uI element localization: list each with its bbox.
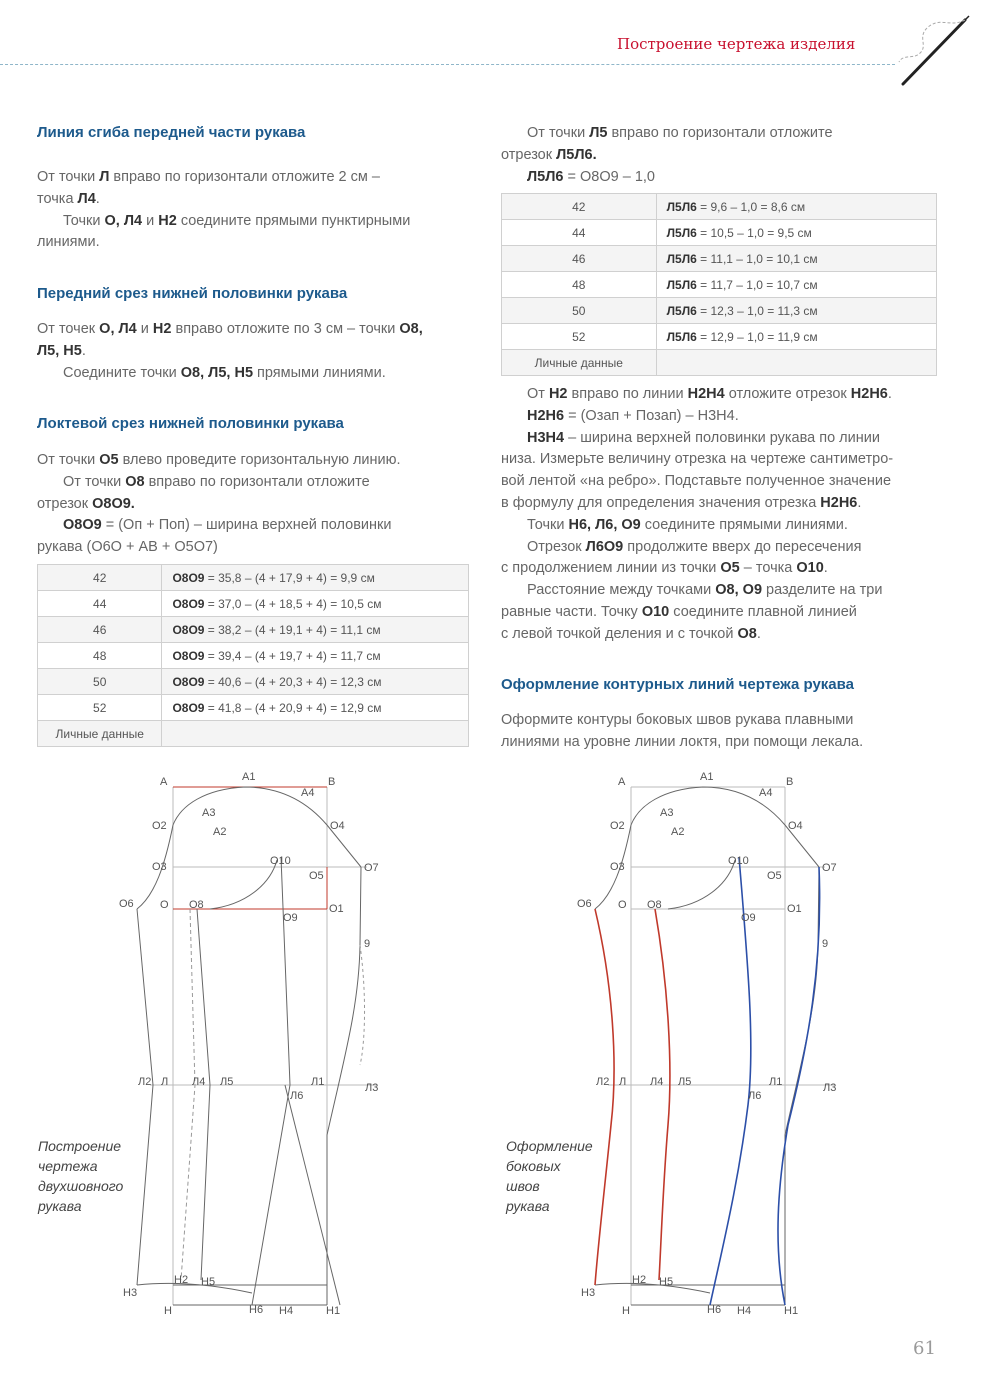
point-label-O9: О9 [741, 912, 756, 924]
size-cell: 46 [502, 246, 657, 272]
paragraph-h2h6: От Н2 вправо по линии Н2Н4 отложите отрезок Н2Н6. Н2Н6 = (Озап + Позап) – Н3Н4. Н3Н4 – ширина верхней половинки рукава по линии низа. Измерьте величину отрезка на чертеже сантиметро- вой лентой «на ребро». Подставьте полученное значение в формулу для определения значения отрезка Н2Н6. Точки Н6, Л6, О9 соедините прямыми линиями. Отрезок Л6О9 продолжите вверх до пересечения с продолжением линии из точки О5 – точка О10. Расстояние между точками О8, О9 разделите на три равные части. Точку О10 соедините плавной линией с левой точкой деления и с точкой О8. [501, 386, 894, 642]
point-label-O7: О7 [364, 862, 379, 874]
point-label-O4: О4 [788, 820, 803, 832]
point-label-H6: Н6 [249, 1304, 264, 1316]
personal-data-input[interactable] [162, 721, 469, 747]
diagram-construction [115, 765, 385, 1325]
point-label-L4: Л4 [650, 1076, 664, 1088]
section-title-front-cut: Передний срез нижней половинки рукава [37, 285, 348, 302]
table-row [38, 669, 469, 695]
table-row [38, 565, 469, 591]
point-label-H2: Н2 [632, 1274, 647, 1286]
diagram-seams [573, 765, 843, 1325]
point-label-L: Л [161, 1076, 169, 1088]
caption-line: швов [506, 1178, 540, 1194]
point-label-O5: О5 [309, 870, 324, 882]
point-label-O: О [160, 899, 169, 911]
table-row-personal [38, 721, 469, 747]
caption-line: двухшовного [38, 1178, 124, 1194]
point-label-L3: Л3 [823, 1082, 837, 1094]
needle-icon [895, 14, 975, 86]
personal-data-label: Личные данные [502, 350, 657, 376]
point-label-A: А [160, 776, 168, 788]
point-label-O10: О10 [270, 855, 291, 867]
point-label-H3: Н3 [123, 1287, 138, 1299]
point-label-B: В [328, 776, 336, 788]
point-label-A3: А3 [660, 807, 674, 819]
paragraph-elbow-cut: От точки О5 влево проведите горизонтальную линию. От точки О8 вправо по горизонтали отложите отрезок О8О9. О8О9 = (Оп + Поп) – ширина верхней половинки рукава (О6О + АВ + О5О7) [37, 452, 401, 556]
formula-cell: О8О9 = 39,4 – (4 + 19,7 + 4) = 11,7 см [162, 643, 469, 669]
point-label-H1: Н1 [784, 1305, 799, 1317]
formula-cell: Л5Л6 = 12,3 – 1,0 = 11,3 см [656, 298, 936, 324]
point-label-L6: Л6 [748, 1090, 762, 1102]
point-label-O: О [618, 899, 627, 911]
point-label-H5: Н5 [659, 1276, 674, 1288]
point-label-L1: Л1 [769, 1076, 783, 1088]
formula-cell: О8О9 = 37,0 – (4 + 18,5 + 4) = 10,5 см [162, 591, 469, 617]
paragraph-fold-line-1: От точки Л вправо по горизонтали отложите 2 см – точка Л4. Точки О, Л4 и Н2 соедините прямыми пунктирными линиями. [37, 169, 411, 251]
size-cell: 48 [502, 272, 657, 298]
seam-elbow-upper [778, 867, 820, 1305]
table-row [38, 617, 469, 643]
section-title-fold-line: Линия сгиба передней части рукава [37, 124, 306, 141]
point-label-n9: 9 [822, 938, 829, 950]
point-label-O7: О7 [822, 862, 837, 874]
point-label-A3: А3 [202, 807, 216, 819]
size-cell: 52 [502, 324, 657, 350]
table-row [38, 695, 469, 721]
point-label-L2: Л2 [596, 1076, 610, 1088]
point-label-L6: Л6 [290, 1090, 304, 1102]
point-label-H3: Н3 [581, 1287, 596, 1299]
point-label-H: Н [622, 1305, 630, 1317]
point-label-O1: О1 [787, 903, 802, 915]
header-rule [0, 64, 895, 65]
paragraph-front-cut: От точек О, Л4 и Н2 вправо отложите по 3 см – точки О8, Л5, Н5. Соедините точки О8, Л5, Н5 прямыми линиями. [37, 321, 423, 381]
point-label-L3: Л3 [365, 1082, 379, 1094]
page-header-title: Построение чертежа изделия [617, 35, 856, 53]
seam-elbow-lower [710, 857, 751, 1305]
seam-front-upper [595, 909, 614, 1285]
table-row [502, 272, 937, 298]
table-row [38, 591, 469, 617]
formula-cell: Л5Л6 = 10,5 – 1,0 = 9,5 см [656, 220, 936, 246]
point-label-O3: О3 [152, 861, 167, 873]
point-label-O6: О6 [577, 898, 592, 910]
table-row [502, 220, 937, 246]
point-label-A4: А4 [759, 787, 773, 799]
formula-cell: О8О9 = 35,8 – (4 + 17,9 + 4) = 9,9 см [162, 565, 469, 591]
table-row [38, 643, 469, 669]
point-label-O8: О8 [647, 899, 662, 911]
point-label-A2: А2 [213, 826, 227, 838]
point-label-L: Л [619, 1076, 627, 1088]
caption-line: боковых [506, 1158, 561, 1174]
size-cell: 50 [38, 669, 162, 695]
size-cell: 42 [38, 565, 162, 591]
table-row [502, 298, 937, 324]
formula-cell: Л5Л6 = 11,7 – 1,0 = 10,7 см [656, 272, 936, 298]
caption-left [38, 1136, 123, 1216]
point-label-L1: Л1 [311, 1076, 325, 1088]
point-label-O4: О4 [330, 820, 345, 832]
formula-cell: Л5Л6 = 9,6 – 1,0 = 8,6 см [656, 194, 936, 220]
point-label-H4: Н4 [279, 1305, 294, 1317]
table-o8o9 [37, 564, 469, 747]
size-cell: 44 [38, 591, 162, 617]
formula-cell: О8О9 = 40,6 – (4 + 20,3 + 4) = 12,3 см [162, 669, 469, 695]
caption-line: Построение [38, 1138, 122, 1154]
section-title-contour: Оформление контурных линий чертежа рукава [501, 676, 854, 693]
table-row [502, 194, 937, 220]
paragraph-contour: Оформите контуры боковых швов рукава плавными линиями на уровне линии локтя, при помощи лекала. [501, 712, 864, 750]
point-label-B: В [786, 776, 794, 788]
formula-cell: О8О9 = 38,2 – (4 + 19,1 + 4) = 11,1 см [162, 617, 469, 643]
point-label-O3: О3 [610, 861, 625, 873]
personal-data-input[interactable] [656, 350, 936, 376]
point-label-L4: Л4 [192, 1076, 206, 1088]
page-number: 61 [913, 1338, 936, 1359]
point-label-H6: Н6 [707, 1304, 722, 1316]
formula-cell: О8О9 = 41,8 – (4 + 20,9 + 4) = 12,9 см [162, 695, 469, 721]
point-label-L5: Л5 [678, 1076, 692, 1088]
point-label-O1: О1 [329, 903, 344, 915]
point-label-H: Н [164, 1305, 172, 1317]
point-label-O5: О5 [767, 870, 782, 882]
point-label-H5: Н5 [201, 1276, 216, 1288]
point-label-A1: А1 [242, 771, 256, 783]
formula-cell: Л5Л6 = 12,9 – 1,0 = 11,9 см [656, 324, 936, 350]
caption-line: рукава [38, 1198, 82, 1214]
point-label-A4: А4 [301, 787, 315, 799]
point-label-O2: О2 [610, 820, 625, 832]
table-row-personal [502, 350, 937, 376]
point-label-O6: О6 [119, 898, 134, 910]
point-label-A: А [618, 776, 626, 788]
point-label-L2: Л2 [138, 1076, 152, 1088]
caption-line: чертежа [38, 1158, 98, 1174]
point-label-H1: Н1 [326, 1305, 341, 1317]
table-row [502, 324, 937, 350]
point-label-O8: О8 [189, 899, 204, 911]
table-row [502, 246, 937, 272]
section-title-elbow-cut: Локтевой срез нижней половинки рукава [37, 415, 344, 432]
point-label-A1: А1 [700, 771, 714, 783]
point-label-O10: О10 [728, 855, 749, 867]
formula-cell: Л5Л6 = 11,1 – 1,0 = 10,1 см [656, 246, 936, 272]
personal-data-label: Личные данные [38, 721, 162, 747]
caption-line: Оформление [506, 1138, 593, 1154]
size-cell: 50 [502, 298, 657, 324]
paragraph-l5l6: От точки Л5 вправо по горизонтали отложите отрезок Л5Л6. Л5Л6 = О8О9 – 1,0 [501, 125, 833, 185]
size-cell: 42 [502, 194, 657, 220]
point-label-A2: А2 [671, 826, 685, 838]
point-label-O9: О9 [283, 912, 298, 924]
point-label-H2: Н2 [174, 1274, 189, 1286]
size-cell: 48 [38, 643, 162, 669]
point-label-H4: Н4 [737, 1305, 752, 1317]
point-label-L5: Л5 [220, 1076, 234, 1088]
point-label-n9: 9 [364, 938, 371, 950]
size-cell: 44 [502, 220, 657, 246]
seam-front-lower [655, 909, 670, 1280]
size-cell: 46 [38, 617, 162, 643]
caption-line: рукава [506, 1198, 550, 1214]
point-label-O2: О2 [152, 820, 167, 832]
table-l5l6 [501, 193, 937, 376]
size-cell: 52 [38, 695, 162, 721]
